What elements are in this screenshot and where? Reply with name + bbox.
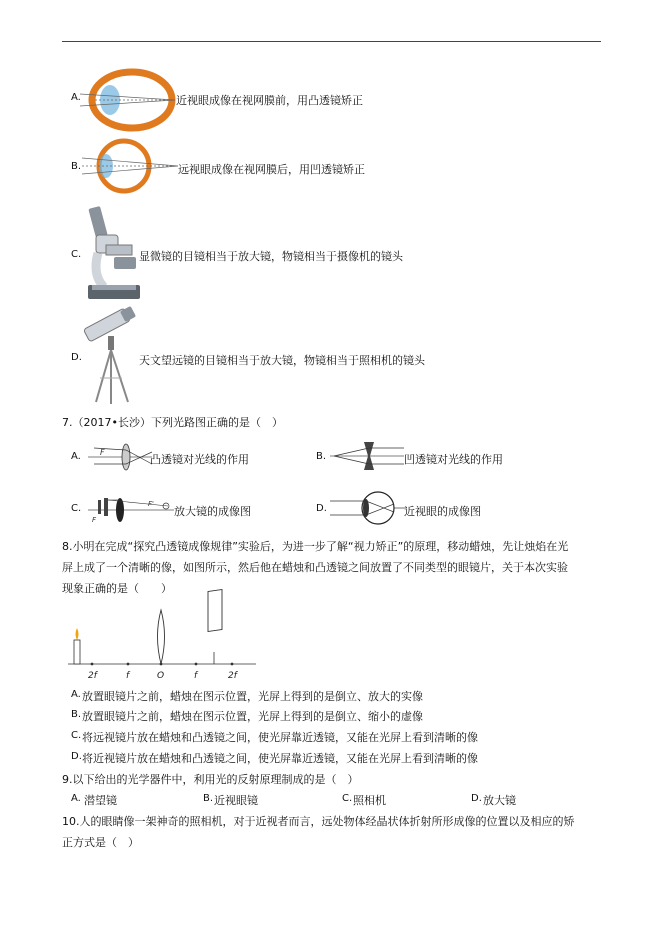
q7-option-d-letter: D. (316, 503, 327, 514)
q8-stem-line1: 8.小明在完成“探究凸透镜成像规律”实验后，为进一步了解“视力矫正”的原理，移动蜡烛，先让烛焰在光 (62, 540, 569, 553)
q6-option-c-letter: C. (71, 249, 82, 260)
header-rule (62, 41, 601, 42)
q7-option-d-text: 近视眼的成像图 (404, 505, 481, 518)
q8-option-d-text: 将近视镜片放在蜡烛和凸透镜之间，使光屏靠近透镜，又能在光屏上看到清晰的像 (82, 752, 478, 765)
q10-stem-line2: 正方式是（ ） (62, 836, 139, 849)
axis-label-2f-right: 2f (228, 671, 237, 681)
q9-option-b-letter: B. (203, 793, 214, 804)
q9-option-b-text: 近视眼镜 (214, 794, 258, 807)
axis-label-f-left: f (126, 671, 130, 681)
q7-a-focus-label: F (100, 448, 105, 457)
convex-lens-icon (158, 610, 165, 664)
q6-option-a-eye-figure (80, 68, 180, 132)
microscope-icon (84, 205, 144, 305)
q8-stem-line2: 屏上成了一个清晰的像，如图所示，然后他在蜡烛和凸透镜之间放置了不同类型的眼镜片，关于本次实验 (62, 561, 568, 574)
q7-option-a-convex-lens-diagram (88, 442, 152, 472)
q7-option-b-concave-lens-diagram (330, 440, 404, 472)
q7-stem: 7.（2017•长沙）下列光路图正确的是（ ） (62, 416, 283, 429)
q7-option-c-magnifier-diagram (88, 494, 174, 526)
q8-option-a-letter: A. (71, 689, 81, 700)
q9-option-c-text: 照相机 (353, 794, 386, 807)
q7-option-a-text: 凸透镜对光线的作用 (150, 453, 249, 466)
q8-option-c-text: 将远视镜片放在蜡烛和凸透镜之间，使光屏靠近透镜，又能在光屏上看到清晰的像 (82, 731, 478, 744)
q7-c-focus-label-left: F (92, 516, 97, 524)
q8-optical-bench-diagram (62, 606, 262, 684)
q7-option-a-letter: A. (71, 451, 81, 462)
q8-option-a-text: 放置眼镜片之前，蜡烛在图示位置，光屏上得到的是倒立、放大的实像 (82, 690, 423, 703)
q6-option-b-letter: B. (71, 161, 82, 172)
q9-option-a-letter: A. (71, 793, 81, 804)
axis-label-2f-left: 2f (88, 671, 97, 681)
q6-option-a-text: 近视眼成像在视网膜前，用凸透镜矫正 (176, 94, 363, 107)
q7-option-b-text: 凹透镜对光线的作用 (404, 453, 503, 466)
q7-option-b-letter: B. (316, 451, 327, 462)
q8-option-b-text: 放置眼镜片之前，蜡烛在图示位置，光屏上得到的是倒立、缩小的虚像 (82, 710, 423, 723)
q8-stem-line3: 现象正确的是（ ） (62, 582, 172, 595)
q8-option-b-letter: B. (71, 709, 82, 720)
telescope-icon (82, 306, 142, 406)
q7-c-focus-label-right: F' (148, 500, 154, 508)
axis-label-f-right: f (194, 671, 198, 681)
q6-option-c-text: 显微镜的目镜相当于放大镜，物镜相当于摄像机的镜头 (139, 250, 403, 263)
q9-stem: 9.以下给出的光学器件中，利用光的反射原理制成的是（ ） (62, 773, 359, 786)
q9-option-d-letter: D. (471, 793, 482, 804)
light-screen-icon (208, 590, 222, 632)
q6-option-b-eye-figure (82, 136, 182, 196)
q10-stem-line1: 10.人的眼睛像一架神奇的照相机，对于近视者而言，远处物体经晶状体折射所形成像的位置以及相应的矫 (62, 815, 575, 828)
candle-flame-icon (76, 628, 79, 640)
q9-option-a-text: 潜望镜 (84, 794, 117, 807)
q8-option-c-letter: C. (71, 730, 82, 741)
q7-option-c-text: 放大镜的成像图 (174, 505, 251, 518)
q6-option-d-letter: D. (71, 352, 82, 363)
q6-option-b-text: 远视眼成像在视网膜后，用凹透镜矫正 (178, 163, 365, 176)
q6-option-a-letter: A. (71, 92, 81, 103)
q7-option-d-myopia-diagram (330, 490, 406, 526)
q8-option-d-letter: D. (71, 751, 82, 762)
q7-option-c-letter: C. (71, 503, 82, 514)
q9-option-d-text: 放大镜 (483, 794, 516, 807)
candle-icon (74, 640, 80, 664)
axis-label-origin: O (157, 671, 165, 681)
q6-option-d-text: 天文望远镜的目镜相当于放大镜，物镜相当于照相机的镜头 (139, 354, 425, 367)
q9-option-c-letter: C. (342, 793, 353, 804)
